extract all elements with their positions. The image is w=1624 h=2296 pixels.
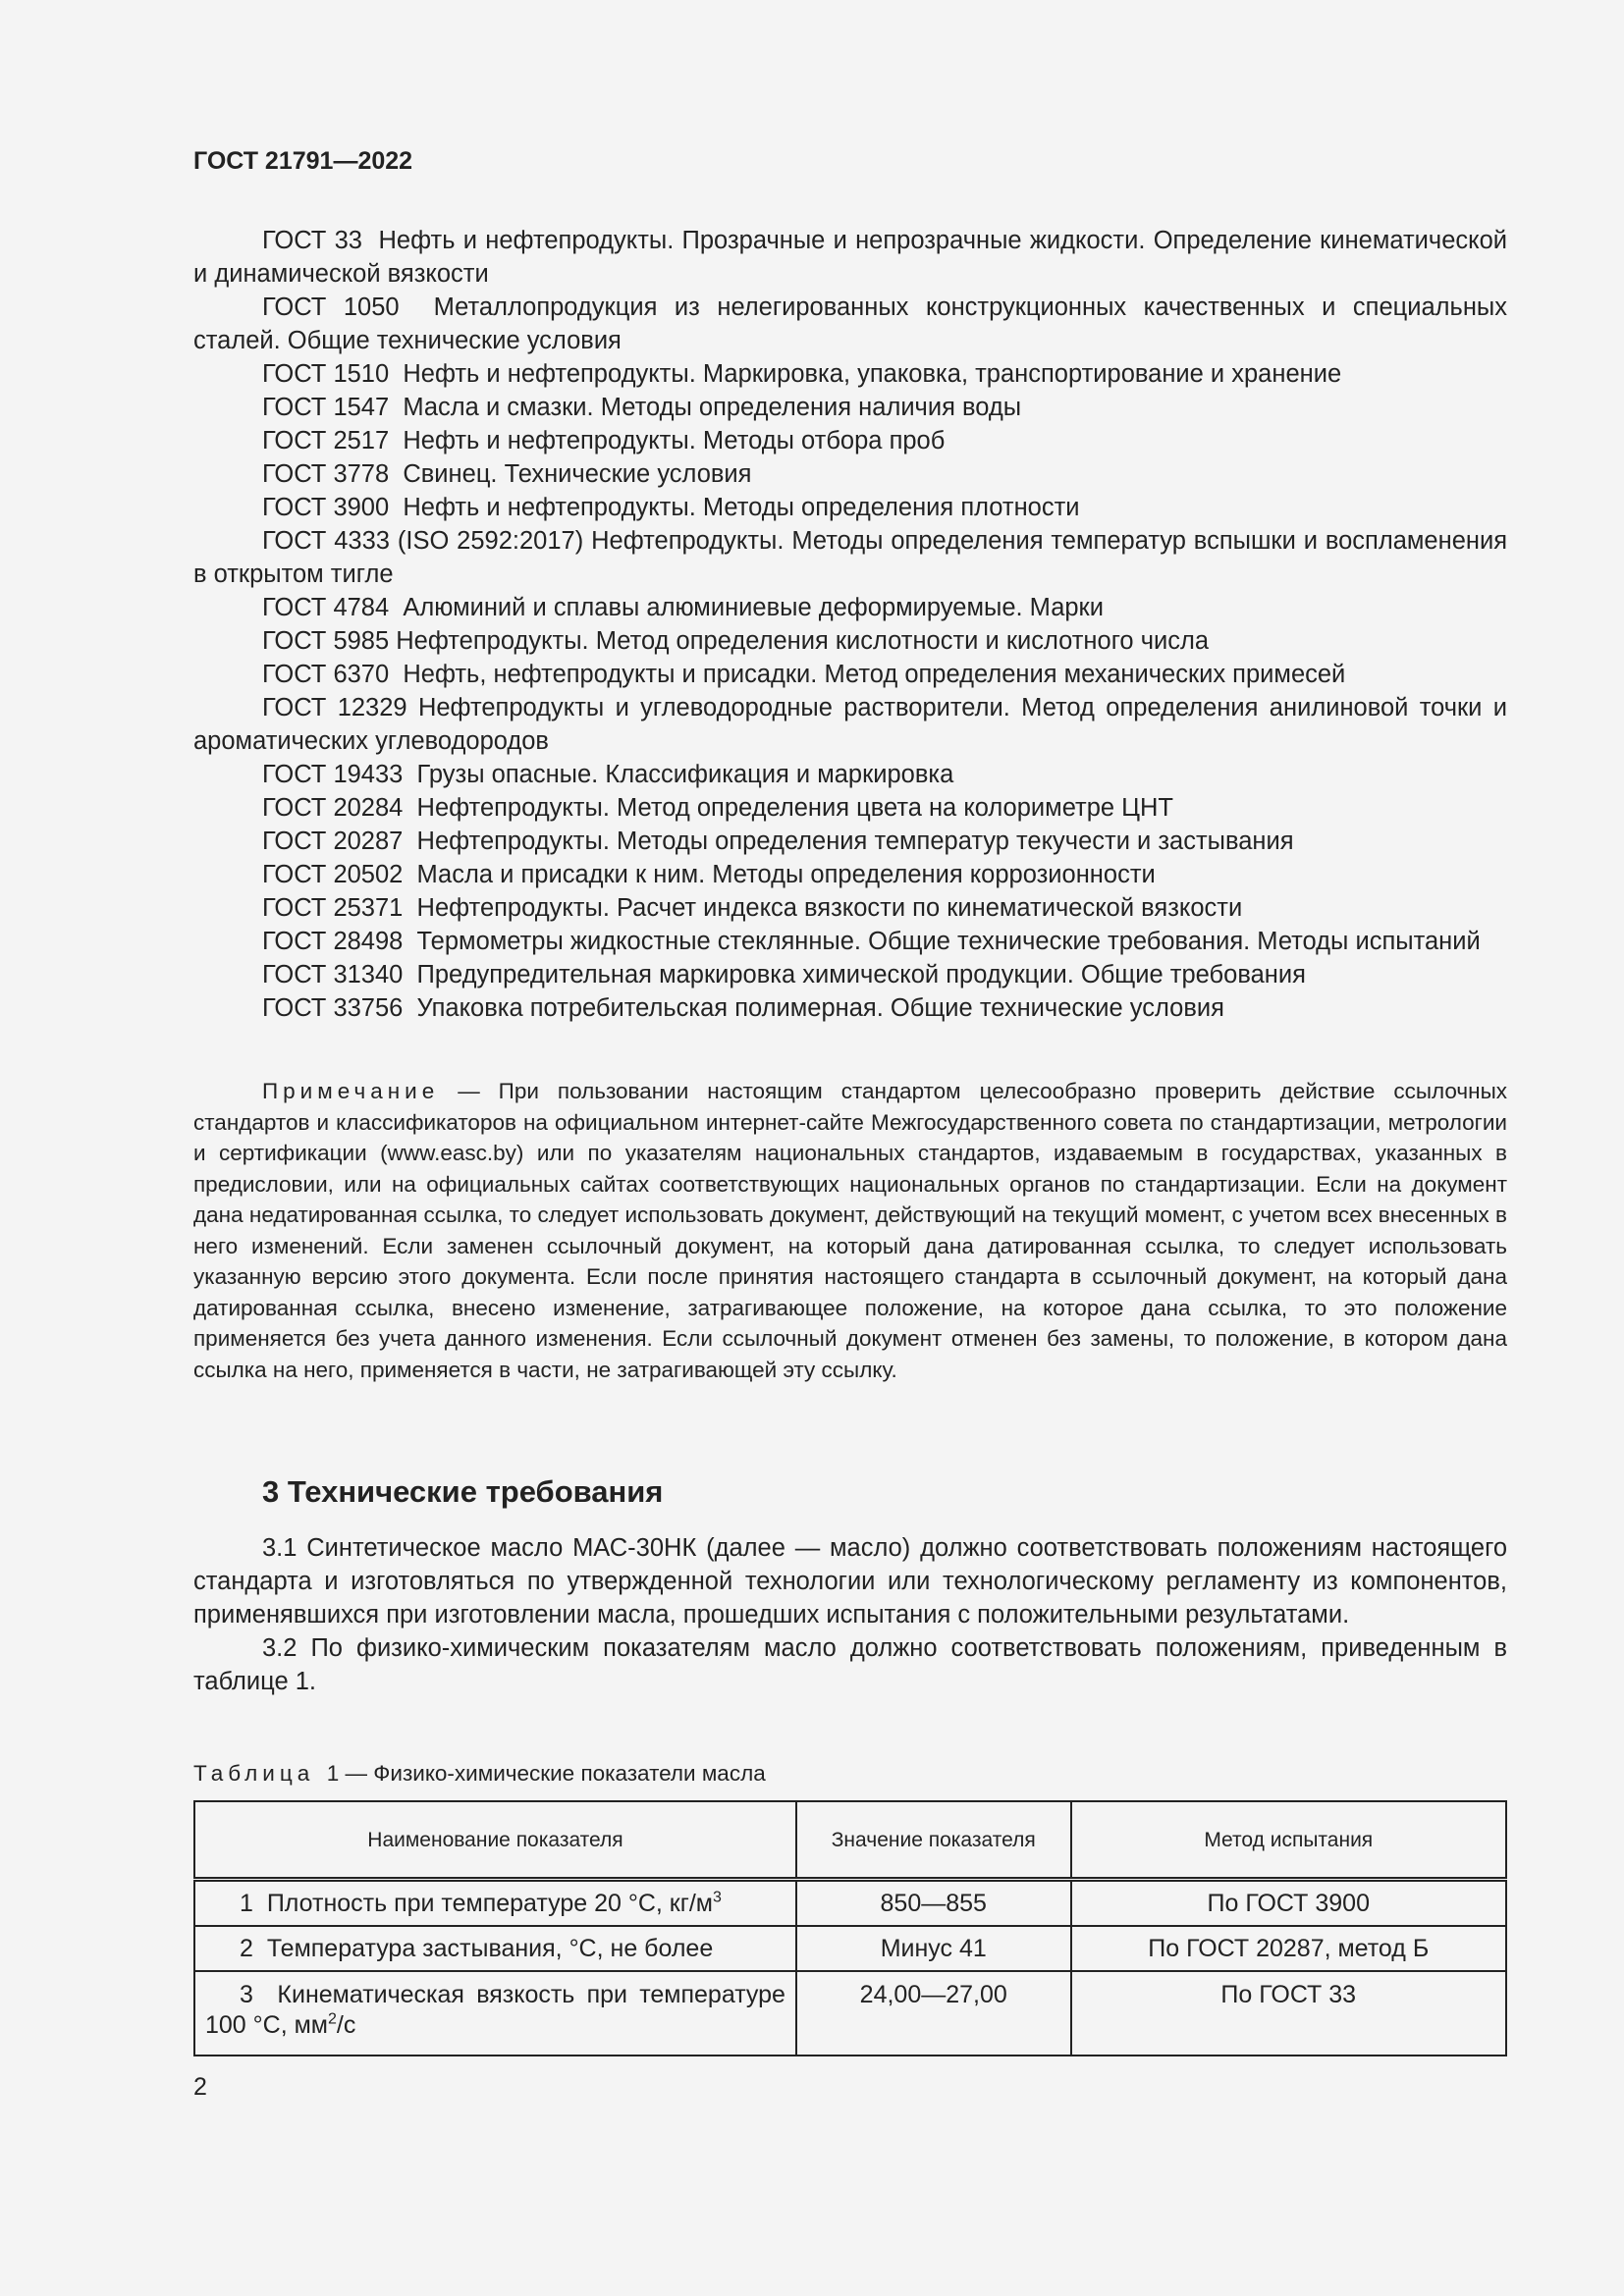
section-title: 3 Технические требования [262, 1474, 664, 1509]
reference-title: Нефть, нефтепродукты и присадки. Метод определения механических примесей [403, 661, 1346, 688]
reference-item [193, 758, 1507, 791]
reference-item [193, 391, 1507, 424]
reference-item [193, 524, 1507, 591]
reference-item [193, 991, 1507, 1025]
reference-item [193, 224, 1507, 291]
reference-title: Предупредительная маркировка химической продукции. Общие требования [416, 961, 1306, 988]
reference-item [193, 457, 1507, 491]
table-header-row [194, 1801, 1506, 1880]
reference-title: Свинец. Технические условия [403, 460, 752, 488]
header-name: Наименование показателя [194, 1801, 796, 1880]
reference-code: ГОСТ 2517 [262, 427, 390, 454]
document-header: ГОСТ 21791—2022 [193, 147, 413, 175]
reference-code: ГОСТ 5985 [262, 627, 390, 655]
reference-title: Нефтепродукты. Метод определения цвета на колориметре ЦНТ [416, 794, 1174, 822]
reference-item [193, 791, 1507, 825]
reference-item [193, 491, 1507, 524]
reference-item [193, 591, 1507, 624]
reference-item [193, 424, 1507, 457]
cell-value: 850—855 [796, 1880, 1071, 1927]
table-caption [193, 1761, 766, 1787]
reference-item [193, 691, 1507, 758]
table-caption-label: Таблица [193, 1761, 315, 1786]
reference-title: Нефть и нефтепродукты. Методы определения плотности [403, 494, 1080, 521]
reference-code: ГОСТ 3900 [262, 494, 390, 521]
section-body [193, 1531, 1507, 1698]
cell-value: Минус 41 [796, 1926, 1071, 1971]
reference-code: ГОСТ 1547 [262, 394, 390, 421]
reference-item [193, 891, 1507, 925]
reference-title: Металлопродукция из нелегированных конструкционных качественных и специальных сталей. Общие технические условия [193, 294, 1507, 354]
reference-code: ГОСТ 33 [262, 227, 362, 254]
row-name-sup: 2 [327, 2010, 337, 2028]
reference-title: Алюминий и сплавы алюминиевые деформируемые. Марки [403, 594, 1104, 621]
row-name-sup: 3 [713, 1889, 722, 1906]
reference-title: Грузы опасные. Классификация и маркировка [416, 761, 954, 788]
note-text: — При пользовании настоящим стандартом целесообразно проверить действие ссылочных стандартов и классификаторов на официальном интернет-сайте Межгосударственного совета по стандартизации, метрологии и сертификации (www.easc.by) или по указателям национальных стандартов, издаваемым в государствах, указанных в предисловии, или на официальных сайтах соответствующих национальных органов по стандартизации. Если на документ дана недатированная ссылка, то следует использовать документ, действующий на текущий момент, с учетом всех внесенных в него изменений. Если заменен ссылочный документ, на который дана датированная ссылка, то следует использовать указанную версию этого документа. Если после принятия настоящего стандарта в ссылочный документ, на который дана датированная ссылка, внесено изменение, затрагивающее положение, на которое дана ссылка, то это положение применяется без учета данного изменения. Если ссылочный документ отменен без замены, то положение, в котором дана ссылка на него, применяется в части, не затрагивающей эту ссылку. [193, 1079, 1507, 1382]
reference-code: ГОСТ 1050 [262, 294, 400, 321]
reference-title: Нефтепродукты. Метод определения кислотности и кислотного числа [396, 627, 1210, 655]
reference-title: Нефтепродукты и углеводородные растворители. Метод определения анилиновой точки и ароматических углеводородов [193, 694, 1507, 755]
reference-title: Масла и присадки к ним. Методы определения коррозионности [416, 861, 1156, 888]
row-number: 2 [240, 1934, 253, 1962]
table-caption-text: 1 — Физико-химические показатели масла [326, 1761, 766, 1786]
cell-name [194, 1880, 796, 1927]
reference-code: ГОСТ 6370 [262, 661, 390, 688]
paragraph-3-2: 3.2 По физико-химическим показателям масло должно соответствовать положениям, приведенным в таблице 1. [193, 1634, 1507, 1695]
reference-item [193, 858, 1507, 891]
reference-item [193, 624, 1507, 658]
reference-code: ГОСТ 20502 [262, 861, 404, 888]
reference-item [193, 825, 1507, 858]
table-row [194, 1971, 1506, 2056]
reference-item [193, 925, 1507, 958]
cell-method: По ГОСТ 33 [1071, 1971, 1507, 2056]
reference-code: ГОСТ 4784 [262, 594, 390, 621]
reference-title: Упаковка потребительская полимерная. Общие технические условия [416, 994, 1224, 1022]
row-number: 1 [240, 1889, 253, 1917]
reference-title: Нефть и нефтепродукты. Маркировка, упаковка, транспортирование и хранение [403, 360, 1342, 388]
header-value: Значение показателя [796, 1801, 1071, 1880]
reference-code: ГОСТ 33756 [262, 994, 404, 1022]
page-number: 2 [193, 2073, 207, 2101]
reference-item [193, 658, 1507, 691]
reference-code: ГОСТ 25371 [262, 894, 404, 922]
reference-code: ГОСТ 12329 [262, 694, 407, 721]
reference-code: ГОСТ 3778 [262, 460, 390, 488]
table-row [194, 1926, 1506, 1971]
reference-code: ГОСТ 31340 [262, 961, 404, 988]
reference-title: Термометры жидкостные стеклянные. Общие технические требования. Методы испытаний [416, 928, 1481, 955]
reference-title: Нефть и нефтепродукты. Методы отбора проб [403, 427, 946, 454]
reference-code: ГОСТ 28498 [262, 928, 404, 955]
reference-item [193, 958, 1507, 991]
row-name: Температура застывания, °С, не более [266, 1934, 714, 1962]
properties-table [193, 1800, 1507, 2056]
row-name: Кинематическая вязкость при температуре 100 °С, мм [205, 1981, 785, 2039]
cell-value: 24,00—27,00 [796, 1971, 1071, 2056]
reference-title: (ISO 2592:2017) Нефтепродукты. Методы определения температур вспышки и воспламенения в открытом тигле [193, 527, 1508, 588]
cell-method: По ГОСТ 20287, метод Б [1071, 1926, 1507, 1971]
cell-name [194, 1971, 796, 2056]
reference-code: ГОСТ 19433 [262, 761, 404, 788]
header-method: Метод испытания [1071, 1801, 1507, 1880]
normative-references-list [193, 224, 1507, 1025]
reference-item [193, 291, 1507, 357]
paragraph-3-1: 3.1 Синтетическое масло МАС-30НК (далее — масло) должно соответствовать положениям настоящего стандарта и изготовляться по утвержденной технологии или технологическому регламенту из компонентов, применявшихся при изготовлении масла, прошедших испытания с положительными результатами. [193, 1534, 1507, 1629]
reference-item [193, 357, 1507, 391]
reference-title: Нефтепродукты. Методы определения температур текучести и застывания [416, 828, 1294, 855]
references-note [193, 1076, 1507, 1385]
cell-name [194, 1926, 796, 1971]
reference-title: Масла и смазки. Методы определения наличия воды [403, 394, 1022, 421]
cell-method: По ГОСТ 3900 [1071, 1880, 1507, 1927]
reference-code: ГОСТ 20287 [262, 828, 404, 855]
reference-code: ГОСТ 4333 [262, 527, 390, 555]
row-name: Плотность при температуре 20 °С, кг/м [266, 1889, 713, 1917]
row-number: 3 [240, 1981, 253, 2008]
reference-code: ГОСТ 20284 [262, 794, 404, 822]
reference-code: ГОСТ 1510 [262, 360, 390, 388]
table-row [194, 1880, 1506, 1927]
reference-title: Нефтепродукты. Расчет индекса вязкости по кинематической вязкости [416, 894, 1243, 922]
reference-title: Нефть и нефтепродукты. Прозрачные и непрозрачные жидкости. Определение кинематической и динамической вязкости [193, 227, 1508, 288]
note-label: Примечание [262, 1079, 440, 1103]
row-name-suffix: /с [336, 2011, 356, 2039]
